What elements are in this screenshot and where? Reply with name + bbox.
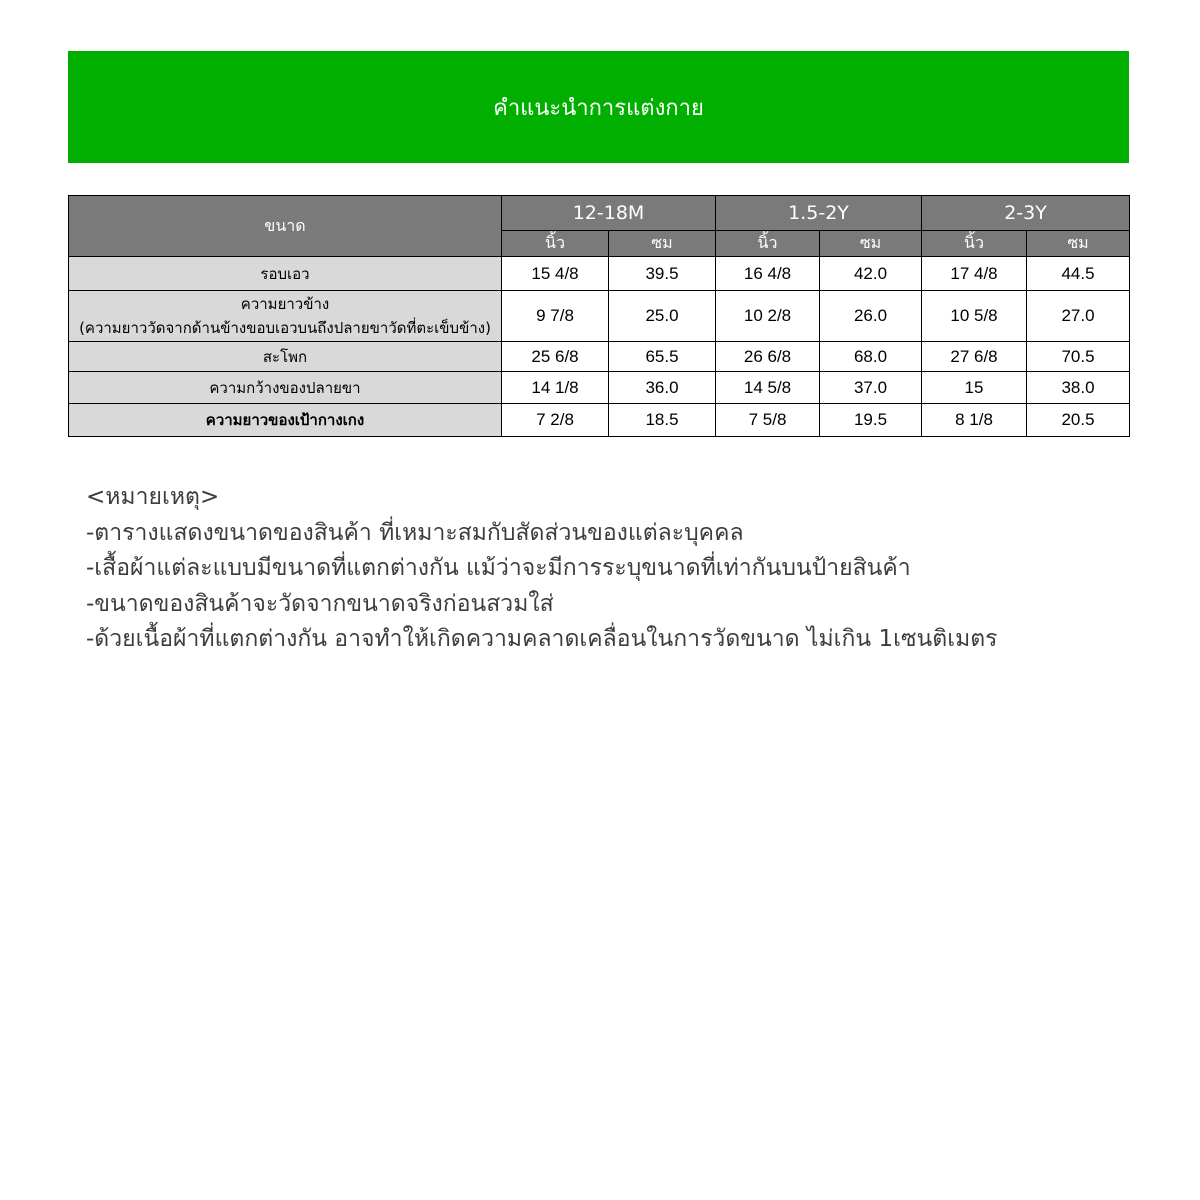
table-cell: 26 6/8: [716, 342, 820, 372]
table-cell: 38.0: [1027, 372, 1130, 404]
table-cell: 42.0: [820, 257, 922, 291]
size-chart-table: [68, 195, 1130, 437]
table-row: [69, 291, 1130, 342]
table-row: [69, 372, 1130, 404]
notes-heading: <หมายเหตุ>: [86, 484, 220, 510]
notes-section: [86, 480, 1146, 658]
table-cell: 8 1/8: [922, 404, 1027, 437]
table-cell: 20.5: [1027, 404, 1130, 437]
row-label: [69, 257, 502, 291]
table-cell: 15 4/8: [502, 257, 609, 291]
table-cell: 14 1/8: [502, 372, 609, 404]
table-cell: 25.0: [609, 291, 716, 342]
table-cell: 15: [922, 372, 1027, 404]
unit-header-cm: ซม: [1027, 231, 1130, 257]
table-row: [69, 257, 1130, 291]
row-label-text: ความยาวข้าง: [240, 295, 330, 313]
table-cell: 9 7/8: [502, 291, 609, 342]
table-cell: 27.0: [1027, 291, 1130, 342]
table-cell: 27 6/8: [922, 342, 1027, 372]
unit-header-inch: นิ้ว: [502, 231, 609, 257]
table-cell: 36.0: [609, 372, 716, 404]
table-cell: 68.0: [820, 342, 922, 372]
table-cell: 26.0: [820, 291, 922, 342]
table-cell: 44.5: [1027, 257, 1130, 291]
note-line: -ขนาดของสินค้าจะวัดจากขนาดจริงก่อนสวมใส่: [86, 590, 554, 617]
title-banner: [68, 51, 1129, 163]
row-label: [69, 404, 502, 437]
table-cell: 19.5: [820, 404, 922, 437]
table-cell: 14 5/8: [716, 372, 820, 404]
table-cell: 17 4/8: [922, 257, 1027, 291]
table-cell: 10 2/8: [716, 291, 820, 342]
table-cell: 10 5/8: [922, 291, 1027, 342]
banner-title: คำแนะนำการแต่งกาย: [493, 95, 704, 121]
unit-header-cm: ซม: [609, 231, 716, 257]
table-cell: 37.0: [820, 372, 922, 404]
header-row-groups: [69, 196, 1130, 231]
table-cell: 18.5: [609, 404, 716, 437]
table-cell: 7 2/8: [502, 404, 609, 437]
row-label: [69, 291, 502, 342]
note-line: -ตารางแสดงขนาดของสินค้า ที่เหมาะสมกับสัดส่วนของแต่ละบุคคล: [86, 519, 744, 546]
size-group-header: 2-3Y: [922, 196, 1130, 231]
row-label-text: ความยาวของเป้ากางเกง: [205, 411, 365, 429]
unit-header-cm: ซม: [820, 231, 922, 257]
unit-header-inch: นิ้ว: [716, 231, 820, 257]
table-cell: 70.5: [1027, 342, 1130, 372]
note-line: -เสื้อผ้าแต่ละแบบมีขนาดที่แตกต่างกัน แม้ว่าจะมีการระบุขนาดที่เท่ากันบนป้ายสินค้า: [86, 555, 911, 581]
row-label: [69, 342, 502, 372]
size-group-header: 1.5-2Y: [716, 196, 922, 231]
table-cell: 7 5/8: [716, 404, 820, 437]
table-cell: 65.5: [609, 342, 716, 372]
row-label: [69, 372, 502, 404]
row-label-text: ความกว้างของปลายขา: [209, 378, 361, 397]
table-row: [69, 342, 1130, 372]
row-label-subtext: (ความยาววัดจากด้านข้างขอบเอวบนถึงปลายขาวัดที่ตะเข็บข้าง): [79, 319, 491, 337]
note-line: -ด้วยเนื้อผ้าที่แตกต่างกัน อาจทำให้เกิดความคลาดเคลื่อนในการวัดขนาด ไม่เกิน 1เซนติเมตร: [86, 626, 998, 652]
size-header: ขนาด: [69, 196, 502, 257]
row-label-text: รอบเอว: [260, 264, 310, 283]
size-group-header: 12-18M: [502, 196, 716, 231]
unit-header-inch: นิ้ว: [922, 231, 1027, 257]
table-row: [69, 404, 1130, 437]
table-cell: 39.5: [609, 257, 716, 291]
table-cell: 16 4/8: [716, 257, 820, 291]
table-cell: 25 6/8: [502, 342, 609, 372]
row-label-text: สะโพก: [262, 347, 308, 366]
